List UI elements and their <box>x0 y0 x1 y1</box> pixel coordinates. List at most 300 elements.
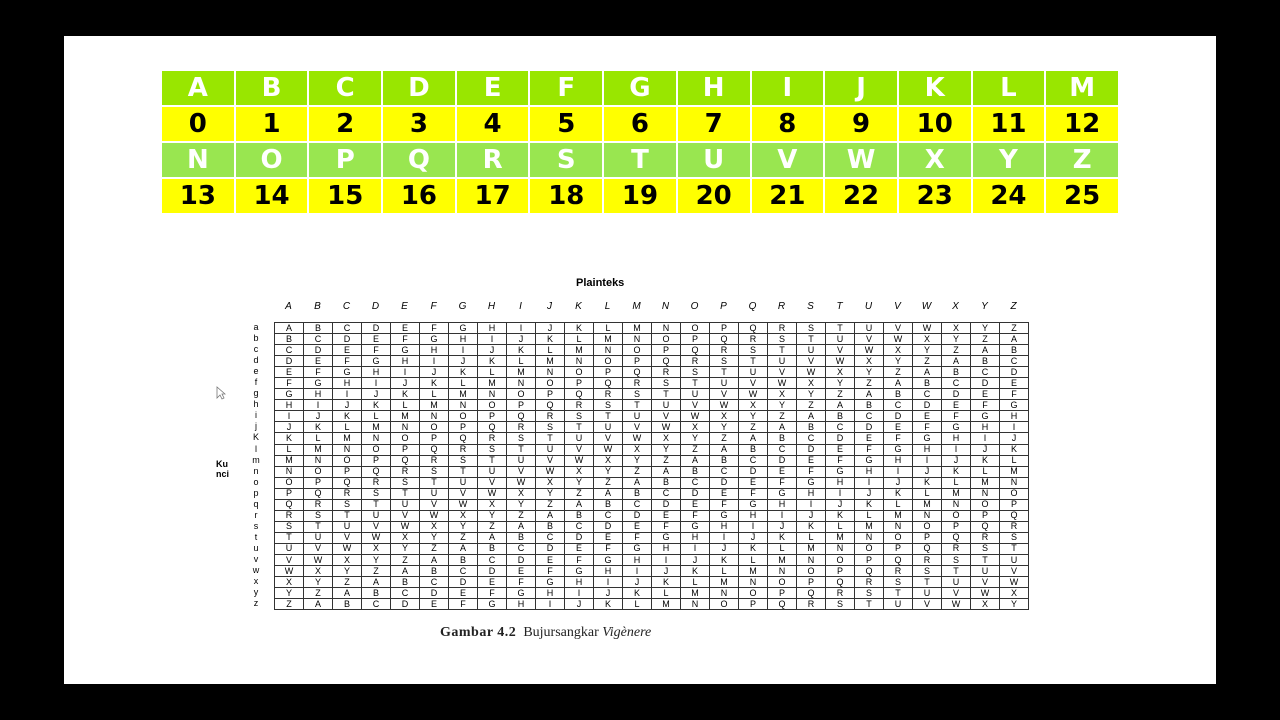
number-cell-0: 0 <box>162 107 234 141</box>
square-cell: D <box>449 577 478 588</box>
square-cell: C <box>681 477 710 488</box>
square-cell: M <box>913 499 942 510</box>
row-header: s <box>253 520 259 531</box>
square-cell: A <box>420 554 449 565</box>
square-cell: U <box>1000 554 1029 565</box>
square-cell: X <box>710 411 739 422</box>
square-cell: U <box>913 588 942 599</box>
square-cell: F <box>1000 389 1029 400</box>
square-cell: S <box>275 521 304 532</box>
square-cell: Z <box>594 477 623 488</box>
square-cell: P <box>507 400 536 411</box>
square-row <box>275 488 1029 499</box>
vigenere-square <box>274 322 1029 610</box>
letter-cell-W: W <box>825 143 897 177</box>
square-cell: Z <box>768 411 797 422</box>
square-cell: V <box>826 345 855 356</box>
column-header: I <box>519 301 522 312</box>
square-cell: X <box>826 367 855 378</box>
square-cell: U <box>275 543 304 554</box>
square-cell: R <box>739 334 768 345</box>
square-cell: D <box>536 543 565 554</box>
square-cell: V <box>507 466 536 477</box>
row-header: v <box>253 553 259 564</box>
letter-cell-Z: Z <box>1046 143 1118 177</box>
square-cell: N <box>507 378 536 389</box>
square-cell: B <box>275 334 304 345</box>
square-cell: R <box>507 422 536 433</box>
square-cell: M <box>884 510 913 521</box>
square-cell: M <box>536 356 565 367</box>
column-header: C <box>342 301 351 312</box>
square-cell: D <box>913 400 942 411</box>
square-cell: J <box>275 422 304 433</box>
square-cell: X <box>304 566 333 577</box>
square-cell: S <box>478 444 507 455</box>
square-cell: O <box>1000 488 1029 499</box>
square-cell: N <box>594 345 623 356</box>
square-cell: W <box>913 323 942 334</box>
square-cell: V <box>913 599 942 610</box>
square-cell: M <box>768 554 797 565</box>
square-cell: L <box>275 444 304 455</box>
column-header: V <box>894 301 901 312</box>
number-cell-24: 24 <box>973 179 1045 213</box>
square-cell: J <box>942 455 971 466</box>
square-cell: X <box>449 510 478 521</box>
square-cell: Z <box>942 345 971 356</box>
letter-cell-I: I <box>752 71 824 105</box>
square-cell: U <box>536 444 565 455</box>
square-cell: F <box>768 477 797 488</box>
square-cell: Z <box>652 455 681 466</box>
square-cell: V <box>391 510 420 521</box>
square-cell: Q <box>362 466 391 477</box>
square-cell: A <box>768 422 797 433</box>
square-cell: G <box>304 378 333 389</box>
letter-cell-V: V <box>752 143 824 177</box>
square-cell: E <box>913 411 942 422</box>
square-cell: Q <box>594 378 623 389</box>
number-cell-13: 13 <box>162 179 234 213</box>
square-cell: W <box>594 444 623 455</box>
square-cell: U <box>652 400 681 411</box>
square-row <box>275 477 1029 488</box>
square-cell: U <box>681 389 710 400</box>
square-cell: G <box>275 389 304 400</box>
square-cell: M <box>826 532 855 543</box>
square-cell: U <box>362 510 391 521</box>
number-cell-15: 15 <box>309 179 381 213</box>
square-cell: U <box>942 577 971 588</box>
square-cell: V <box>1000 566 1029 577</box>
square-cell: F <box>739 488 768 499</box>
square-cell: Q <box>420 444 449 455</box>
column-header: T <box>836 301 843 312</box>
square-cell: G <box>594 554 623 565</box>
square-cell: V <box>652 411 681 422</box>
letter-cell-K: K <box>899 71 971 105</box>
square-cell: X <box>420 521 449 532</box>
square-cell: T <box>507 444 536 455</box>
square-cell: O <box>681 323 710 334</box>
square-cell: B <box>507 532 536 543</box>
square-cell: P <box>565 378 594 389</box>
letter-cell-X: X <box>899 143 971 177</box>
square-cell: Q <box>826 577 855 588</box>
square-cell: I <box>362 378 391 389</box>
square-cell: G <box>623 543 652 554</box>
square-cell: J <box>420 367 449 378</box>
square-cell: E <box>652 510 681 521</box>
square-cell: V <box>768 367 797 378</box>
column-header: Q <box>748 301 757 312</box>
square-cell: S <box>420 466 449 477</box>
square-cell: O <box>623 345 652 356</box>
square-cell: Q <box>913 543 942 554</box>
square-cell: N <box>681 599 710 610</box>
number-cell-17: 17 <box>457 179 529 213</box>
row-header: z <box>253 598 259 609</box>
square-cell: A <box>826 400 855 411</box>
square-row <box>275 411 1029 422</box>
square-cell: U <box>449 477 478 488</box>
column-header: F <box>430 301 437 312</box>
column-header: O <box>690 301 699 312</box>
square-cell: D <box>391 599 420 610</box>
square-cell: X <box>391 532 420 543</box>
square-cell: G <box>739 499 768 510</box>
square-cell: L <box>362 411 391 422</box>
square-cell: C <box>739 455 768 466</box>
square-cell: Z <box>710 433 739 444</box>
square-cell: X <box>275 577 304 588</box>
square-cell: P <box>681 334 710 345</box>
square-cell: O <box>768 577 797 588</box>
square-cell: W <box>507 477 536 488</box>
number-cell-25: 25 <box>1046 179 1118 213</box>
row-header: x <box>253 576 259 587</box>
square-cell: X <box>971 599 1000 610</box>
square-cell: D <box>478 566 507 577</box>
square-cell: K <box>884 488 913 499</box>
figure-title: Plainteks <box>576 277 625 289</box>
square-cell: D <box>681 488 710 499</box>
square-cell: H <box>652 543 681 554</box>
square-cell: V <box>275 554 304 565</box>
square-cell: C <box>507 543 536 554</box>
square-cell: C <box>333 323 362 334</box>
square-cell: F <box>391 334 420 345</box>
square-cell: C <box>420 577 449 588</box>
square-cell: N <box>449 400 478 411</box>
square-cell: N <box>768 566 797 577</box>
square-cell: Q <box>739 323 768 334</box>
square-cell: K <box>1000 444 1029 455</box>
numbers-row-1 <box>162 107 1118 141</box>
row-header: r <box>254 509 258 520</box>
square-cell: H <box>275 400 304 411</box>
figure-caption <box>440 625 651 641</box>
square-cell: D <box>304 345 333 356</box>
square-cell: H <box>1000 411 1029 422</box>
square-cell: K <box>855 499 884 510</box>
square-cell: X <box>1000 588 1029 599</box>
letter-cell-C: C <box>309 71 381 105</box>
square-cell: H <box>884 455 913 466</box>
square-cell: D <box>362 323 391 334</box>
square-cell: A <box>536 510 565 521</box>
square-row <box>275 588 1029 599</box>
square-cell: G <box>536 577 565 588</box>
square-cell: L <box>449 378 478 389</box>
square-cell: G <box>710 510 739 521</box>
square-cell: C <box>1000 356 1029 367</box>
square-cell: Y <box>681 433 710 444</box>
square-cell: B <box>594 499 623 510</box>
square-cell: O <box>913 521 942 532</box>
square-cell: W <box>942 599 971 610</box>
square-cell: L <box>391 400 420 411</box>
square-row <box>275 334 1029 345</box>
square-cell: F <box>333 356 362 367</box>
square-cell: K <box>391 389 420 400</box>
square-row <box>275 599 1029 610</box>
number-cell-20: 20 <box>678 179 750 213</box>
square-cell: H <box>304 389 333 400</box>
square-cell: C <box>449 566 478 577</box>
square-cell: A <box>362 577 391 588</box>
square-cell: G <box>826 466 855 477</box>
square-cell: K <box>449 367 478 378</box>
square-cell: C <box>478 554 507 565</box>
square-cell: H <box>681 532 710 543</box>
square-cell: M <box>478 378 507 389</box>
square-cell: Y <box>304 577 333 588</box>
square-cell: Q <box>623 367 652 378</box>
square-cell: Z <box>536 499 565 510</box>
square-cell: D <box>623 510 652 521</box>
square-row <box>275 400 1029 411</box>
square-cell: K <box>710 554 739 565</box>
square-cell: I <box>826 488 855 499</box>
square-cell: J <box>304 411 333 422</box>
square-cell: R <box>449 444 478 455</box>
square-cell: I <box>478 334 507 345</box>
square-cell: F <box>275 378 304 389</box>
square-cell: D <box>739 466 768 477</box>
square-cell: O <box>594 356 623 367</box>
square-cell: G <box>333 367 362 378</box>
square-cell: D <box>826 433 855 444</box>
square-cell: L <box>681 577 710 588</box>
square-cell: W <box>855 345 884 356</box>
square-cell: I <box>449 345 478 356</box>
square-cell: S <box>797 323 826 334</box>
square-cell: Y <box>275 588 304 599</box>
square-cell: O <box>884 532 913 543</box>
square-cell: L <box>884 499 913 510</box>
letter-cell-D: D <box>383 71 455 105</box>
square-cell: H <box>391 356 420 367</box>
square-row <box>275 466 1029 477</box>
square-cell: N <box>391 422 420 433</box>
square-cell: M <box>333 433 362 444</box>
square-cell: I <box>391 367 420 378</box>
square-cell: M <box>420 400 449 411</box>
square-cell: C <box>710 466 739 477</box>
square-cell: I <box>739 521 768 532</box>
square-cell: P <box>826 566 855 577</box>
square-cell: J <box>797 510 826 521</box>
square-cell: U <box>855 323 884 334</box>
caption-label: Gambar 4.2 <box>440 625 517 640</box>
square-row <box>275 345 1029 356</box>
square-cell: K <box>275 433 304 444</box>
square-cell: M <box>304 444 333 455</box>
square-cell: N <box>362 433 391 444</box>
square-cell: T <box>710 367 739 378</box>
square-cell: D <box>884 411 913 422</box>
square-cell: E <box>275 367 304 378</box>
square-cell: N <box>304 455 333 466</box>
square-cell: A <box>652 466 681 477</box>
square-cell: X <box>362 543 391 554</box>
square-cell: V <box>884 323 913 334</box>
square-cell: O <box>826 554 855 565</box>
square-cell: P <box>710 323 739 334</box>
square-cell: N <box>710 588 739 599</box>
square-cell: N <box>826 543 855 554</box>
square-cell: B <box>1000 345 1029 356</box>
square-cell: R <box>681 356 710 367</box>
column-header: L <box>604 301 611 312</box>
square-cell: U <box>768 356 797 367</box>
square-cell: K <box>913 477 942 488</box>
square-cell: I <box>884 466 913 477</box>
square-cell: Y <box>507 499 536 510</box>
square-cell: W <box>275 566 304 577</box>
square-cell: X <box>797 378 826 389</box>
slide <box>64 36 1216 684</box>
square-cell: B <box>536 521 565 532</box>
square-cell: A <box>449 543 478 554</box>
square-cell: M <box>681 588 710 599</box>
square-cell: S <box>942 554 971 565</box>
square-cell: Y <box>391 543 420 554</box>
square-cell: G <box>565 566 594 577</box>
square-cell: A <box>681 455 710 466</box>
square-cell: N <box>913 510 942 521</box>
square-cell: P <box>739 599 768 610</box>
numbers-row-2 <box>162 179 1118 213</box>
square-cell: Z <box>739 422 768 433</box>
square-cell: E <box>478 577 507 588</box>
column-header: P <box>720 301 727 312</box>
square-cell: J <box>507 334 536 345</box>
square-cell: M <box>652 599 681 610</box>
square-cell: M <box>710 577 739 588</box>
square-cell: G <box>855 455 884 466</box>
square-cell: O <box>478 400 507 411</box>
square-cell: C <box>536 532 565 543</box>
caption-term: Vigènere <box>602 625 652 640</box>
number-cell-21: 21 <box>752 179 824 213</box>
square-cell: M <box>449 389 478 400</box>
mouse-pointer-icon <box>216 386 226 405</box>
square-cell: Y <box>855 367 884 378</box>
square-cell: C <box>652 488 681 499</box>
square-cell: S <box>710 356 739 367</box>
square-cell: H <box>942 433 971 444</box>
square-cell: S <box>768 334 797 345</box>
row-header: g <box>253 388 259 399</box>
square-cell: Z <box>855 378 884 389</box>
square-cell: A <box>594 488 623 499</box>
square-cell: L <box>304 433 333 444</box>
column-header: S <box>807 301 814 312</box>
square-cell: Z <box>449 532 478 543</box>
square-cell: K <box>826 510 855 521</box>
square-cell: U <box>797 345 826 356</box>
number-cell-9: 9 <box>825 107 897 141</box>
square-cell: G <box>971 411 1000 422</box>
square-cell: E <box>304 356 333 367</box>
square-cell: S <box>971 543 1000 554</box>
square-cell: F <box>652 521 681 532</box>
square-cell: E <box>681 499 710 510</box>
square-cell: K <box>797 521 826 532</box>
square-cell: I <box>971 433 1000 444</box>
column-header: E <box>401 301 408 312</box>
square-cell: T <box>362 499 391 510</box>
square-cell: B <box>478 543 507 554</box>
square-cell: T <box>942 566 971 577</box>
square-cell: Z <box>304 588 333 599</box>
square-cell: Y <box>826 378 855 389</box>
number-cell-8: 8 <box>752 107 824 141</box>
square-cell: F <box>565 554 594 565</box>
square-cell: D <box>942 389 971 400</box>
square-cell: U <box>478 466 507 477</box>
square-cell: C <box>942 378 971 389</box>
square-cell: Y <box>449 521 478 532</box>
square-cell: P <box>594 367 623 378</box>
square-cell: I <box>681 543 710 554</box>
square-cell: J <box>362 389 391 400</box>
square-cell: M <box>391 411 420 422</box>
square-cell: D <box>1000 367 1029 378</box>
square-cell: J <box>826 499 855 510</box>
row-header: y <box>253 587 259 598</box>
square-cell: S <box>536 422 565 433</box>
square-cell: I <box>536 599 565 610</box>
square-cell: X <box>942 323 971 334</box>
square-cell: K <box>478 356 507 367</box>
number-cell-16: 16 <box>383 179 455 213</box>
square-cell: H <box>507 599 536 610</box>
square-cell: F <box>884 433 913 444</box>
number-cell-18: 18 <box>530 179 602 213</box>
square-cell: J <box>681 554 710 565</box>
square-cell: S <box>913 566 942 577</box>
square-cell: F <box>536 566 565 577</box>
square-cell: C <box>275 345 304 356</box>
square-cell: R <box>710 345 739 356</box>
square-cell: W <box>449 499 478 510</box>
square-cell: F <box>913 422 942 433</box>
square-cell: I <box>913 455 942 466</box>
